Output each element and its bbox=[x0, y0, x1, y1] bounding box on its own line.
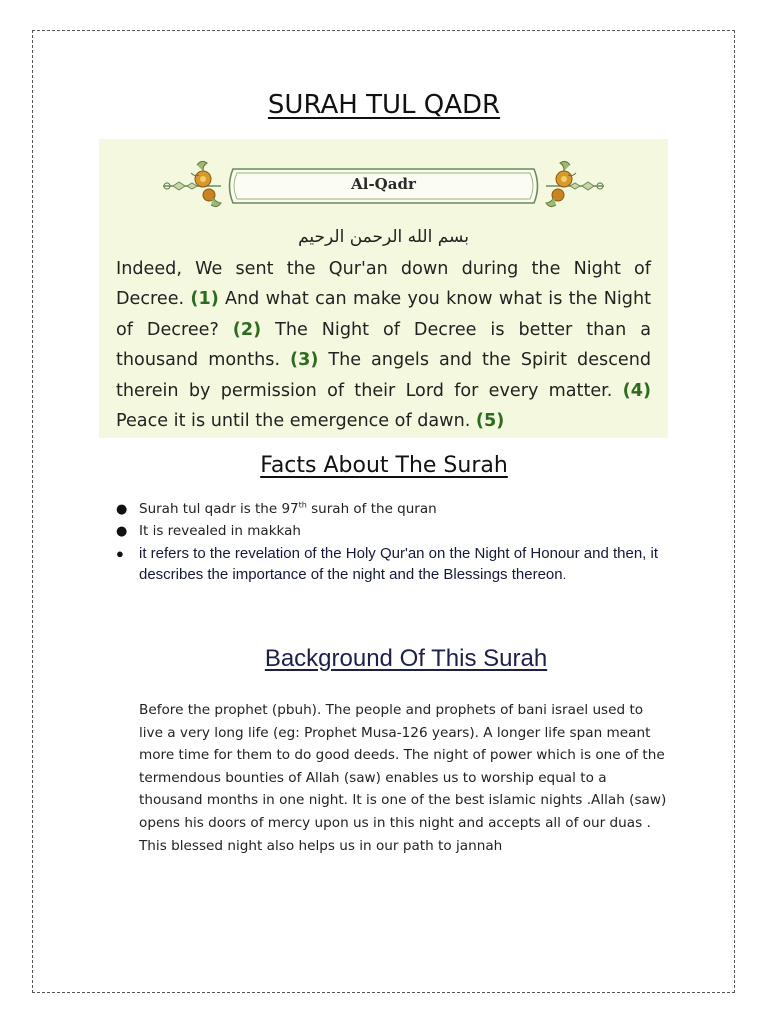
fact-period: . bbox=[562, 567, 567, 582]
fact-text: Surah tul qadr is the 97 bbox=[139, 501, 299, 517]
facts-list bbox=[112, 498, 692, 585]
facts-heading: Facts About The Surah bbox=[260, 453, 508, 478]
bullet-icon: ● bbox=[116, 524, 128, 539]
fact-text: it refers to the revelation of the Holy Qur'an on the Night of Honour and then, it describes the importance of the night and the Blessings thereon bbox=[139, 545, 658, 583]
verse-translation bbox=[116, 254, 651, 436]
surah-image-panel bbox=[99, 139, 668, 438]
verse-text: The angels and the Spirit descend therein by permission of their Lord for every matter. bbox=[116, 350, 652, 401]
verse-text: The Night of Decree is better than a thousand months. bbox=[116, 319, 651, 371]
page-title: SURAH TUL QADR bbox=[267, 90, 501, 120]
fact-item bbox=[112, 543, 692, 585]
fact-item bbox=[112, 498, 692, 520]
bismillah-text: بسم الله الرحمن الرحيم bbox=[298, 227, 469, 247]
background-paragraph: Before the prophet (pbuh). The people and prophets of bani israel used to live a very long life (eg: Prophet Musa-126 years). A longer life span meant more time for them to do good deeds. The night of power which is one of the termendous bounties of Allah (saw) enables us to worship equal to a thousand months in one night. It is one of the best islamic nights .Allah (saw) opens his doors of mercy upon us in this night and accepts all of our duas . This blessed night also helps us in our path to jannah bbox=[139, 702, 667, 854]
fact-text: surah of the quran bbox=[306, 501, 437, 517]
verse-text: Peace it is until the emergence of dawn. bbox=[116, 411, 471, 432]
verse-number: (3) bbox=[290, 350, 319, 371]
verse-number: (2) bbox=[232, 319, 262, 340]
surah-name-label: Al-Qadr bbox=[351, 175, 416, 193]
verse-number: (5) bbox=[475, 411, 505, 432]
fact-text: It is revealed in makkah bbox=[139, 523, 301, 539]
bullet-icon: ● bbox=[116, 546, 124, 561]
verse-number: (4) bbox=[622, 380, 651, 401]
ordinal-suffix: th bbox=[298, 500, 307, 510]
background-heading: Background Of This Surah bbox=[264, 645, 548, 672]
verse-text: And what can make you know what is the Night of Decree? bbox=[116, 289, 652, 340]
bullet-icon: ● bbox=[116, 502, 128, 517]
surah-name-banner bbox=[161, 155, 606, 217]
verse-number: (1) bbox=[190, 289, 219, 310]
verse-text: Indeed, We sent the Qur'an down during the Night of Decree. bbox=[116, 259, 651, 310]
fact-item bbox=[112, 520, 692, 542]
